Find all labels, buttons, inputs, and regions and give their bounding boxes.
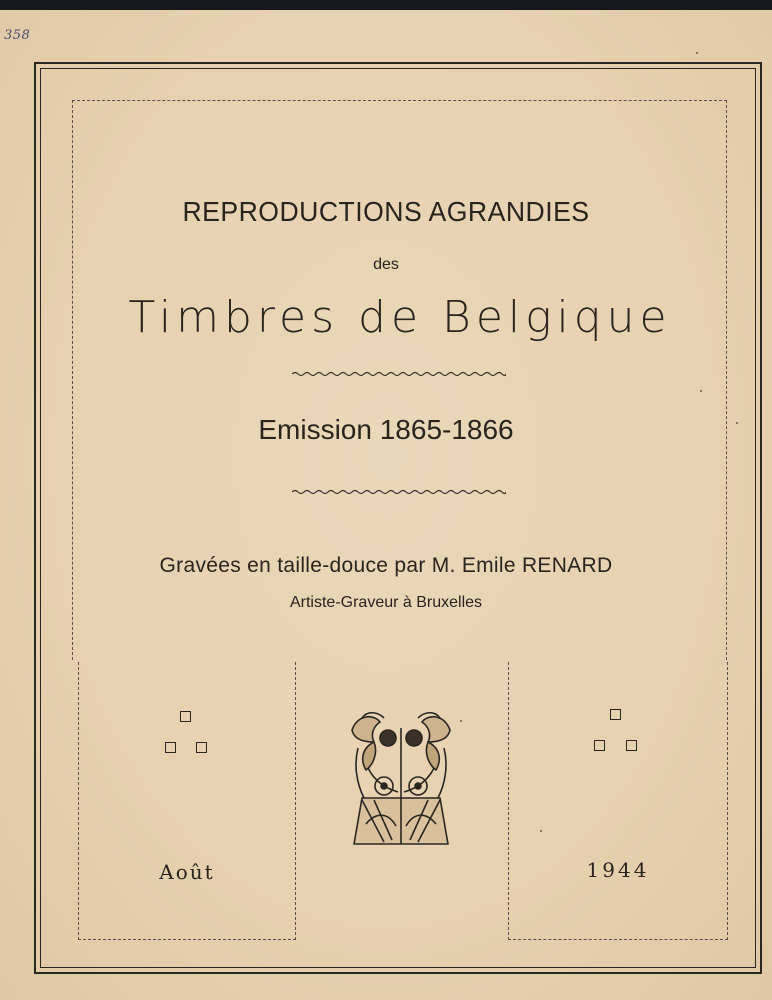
right-date-panel xyxy=(508,662,728,940)
square-outline-icon xyxy=(196,742,207,753)
paper-speck xyxy=(460,720,462,722)
page-title: Timbres de Belgique xyxy=(128,292,672,343)
paper-speck xyxy=(700,390,702,392)
art-nouveau-floral-ornament-icon xyxy=(344,708,458,848)
left-date-panel xyxy=(78,662,296,940)
page-number: 358 xyxy=(4,28,31,43)
emission-years: Emission 1865-1866 xyxy=(258,414,514,445)
square-outline-icon xyxy=(165,742,176,753)
engraver-line: Gravées en taille-douce par M. Emile RENARD xyxy=(159,554,613,577)
year-label: 1944 xyxy=(586,858,650,882)
square-outline-icon xyxy=(594,740,605,751)
square-outline-icon xyxy=(610,709,621,720)
engraver-title: Artiste-Graveur à Bruxelles xyxy=(289,594,483,611)
heading-reproductions: REPRODUCTIONS AGRANDIES xyxy=(182,196,590,227)
heading-des: des xyxy=(373,256,399,273)
paper-speck xyxy=(540,830,542,832)
wavy-divider-top xyxy=(292,371,506,377)
paper-speck xyxy=(736,422,738,424)
square-outline-icon xyxy=(180,711,191,722)
square-outline-icon xyxy=(626,740,637,751)
month-label: Août xyxy=(159,860,215,884)
paper-speck xyxy=(696,52,698,54)
wavy-divider-bottom xyxy=(292,489,506,495)
